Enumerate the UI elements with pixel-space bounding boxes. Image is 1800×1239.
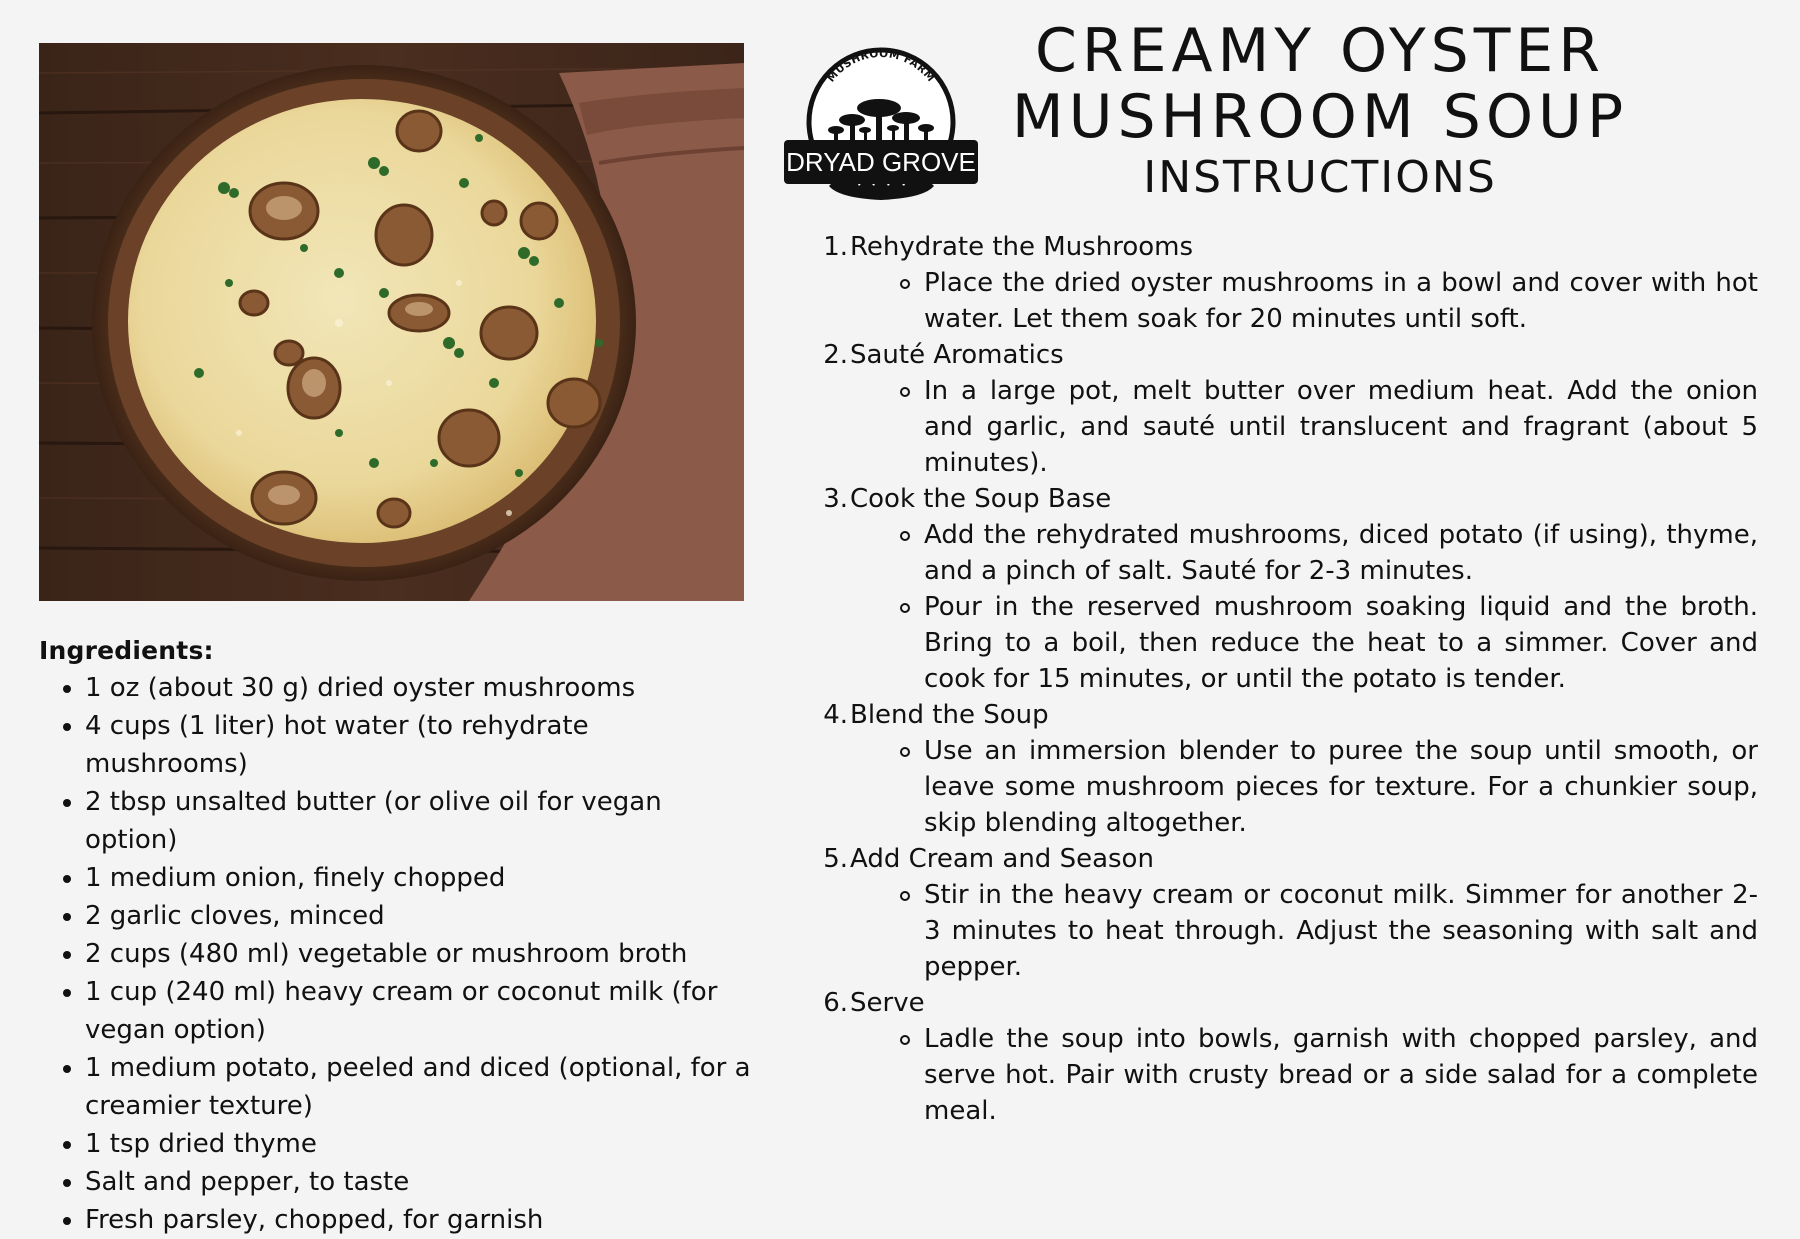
ingredient-item: • 1 tsp dried thyme: [85, 1125, 759, 1163]
step-6: [822, 985, 1758, 1129]
step-detail: Ladle the soup into bowls, garnish with chopped parsley, and serve hot. Pair with crusty bread or a side salad for a complete meal.: [924, 1021, 1758, 1129]
logo-name: DRYAD GROVE: [786, 147, 976, 177]
ingredient-item: • 1 cup (240 ml) heavy cream or coconut milk (for vegan option): [85, 973, 759, 1049]
step-3: [822, 481, 1758, 697]
step-number: 2.: [823, 340, 848, 370]
step-detail: Add the rehydrated mushrooms, diced potato (if using), thyme, and a pinch of salt. Sauté for 2-3 minutes.: [924, 517, 1758, 589]
step-2: [822, 337, 1758, 481]
step-number: 5.: [823, 844, 848, 874]
step-title: Cook the Soup Base: [850, 484, 1112, 514]
step-number: 1.: [823, 232, 848, 262]
step-title: Sauté Aromatics: [850, 340, 1064, 370]
logo-top-text: MUSHROOM FARM: [825, 47, 937, 85]
ingredients-heading: Ingredients:: [39, 636, 214, 665]
ingredient-item: • 1 medium onion, finely chopped: [85, 859, 759, 897]
title-line-3: INSTRUCTIONS: [1143, 152, 1497, 203]
step-detail: In a large pot, melt butter over medium heat. Add the onion and garlic, and sauté until translucent and fragrant (about 5 minutes).: [924, 373, 1758, 481]
step-detail: Use an immersion blender to puree the soup until smooth, or leave some mushroom pieces for texture. For a chunkier soup, skip blending altogether.: [924, 733, 1758, 841]
step-title: Blend the Soup: [850, 700, 1049, 730]
instructions-list: [822, 229, 1758, 1129]
step-detail: Stir in the heavy cream or coconut milk. Simmer for another 2-3 minutes to heat through. Adjust the seasoning with salt and pepper.: [924, 877, 1758, 985]
step-title: Add Cream and Season: [850, 844, 1154, 874]
soup-photo: [39, 43, 744, 601]
step-title: Rehydrate the Mushrooms: [850, 232, 1194, 262]
ingredient-item: • Salt and pepper, to taste: [85, 1163, 759, 1201]
step-1: [822, 229, 1758, 337]
ingredient-item: • 2 tbsp unsalted butter (or olive oil for vegan option): [85, 783, 759, 859]
dryad-grove-logo: [784, 40, 978, 202]
ingredients-section: [39, 636, 759, 1239]
ingredient-item: • 2 cups (480 ml) vegetable or mushroom broth: [85, 935, 759, 973]
ingredients-list: [39, 669, 759, 1239]
title-line-1: CREAMY OYSTER: [1035, 16, 1605, 86]
ingredient-item: • 2 garlic cloves, minced: [85, 897, 759, 935]
step-5: [822, 841, 1758, 985]
page-title: [990, 18, 1650, 206]
title-line-2: MUSHROOM SOUP: [1011, 82, 1629, 152]
step-detail: Place the dried oyster mushrooms in a bowl and cover with hot water. Let them soak for 20 minutes until soft.: [924, 265, 1758, 337]
ingredient-item: • 4 cups (1 liter) hot water (to rehydrate mushrooms): [85, 707, 759, 783]
step-title: Serve: [850, 988, 925, 1018]
step-4: [822, 697, 1758, 841]
ingredient-item: • 1 medium potato, peeled and diced (optional, for a creamier texture): [85, 1049, 759, 1125]
step-detail: Pour in the reserved mushroom soaking liquid and the broth. Bring to a boil, then reduce the heat to a simmer. Cover and cook for 15 minutes, or until the potato is tender.: [924, 589, 1758, 697]
ingredient-item: • Fresh parsley, chopped, for garnish: [85, 1201, 759, 1239]
step-number: 6.: [823, 988, 848, 1018]
ingredient-item: • 1 oz (about 30 g) dried oyster mushrooms: [85, 669, 759, 707]
step-number: 3.: [823, 484, 848, 514]
step-number: 4.: [823, 700, 848, 730]
